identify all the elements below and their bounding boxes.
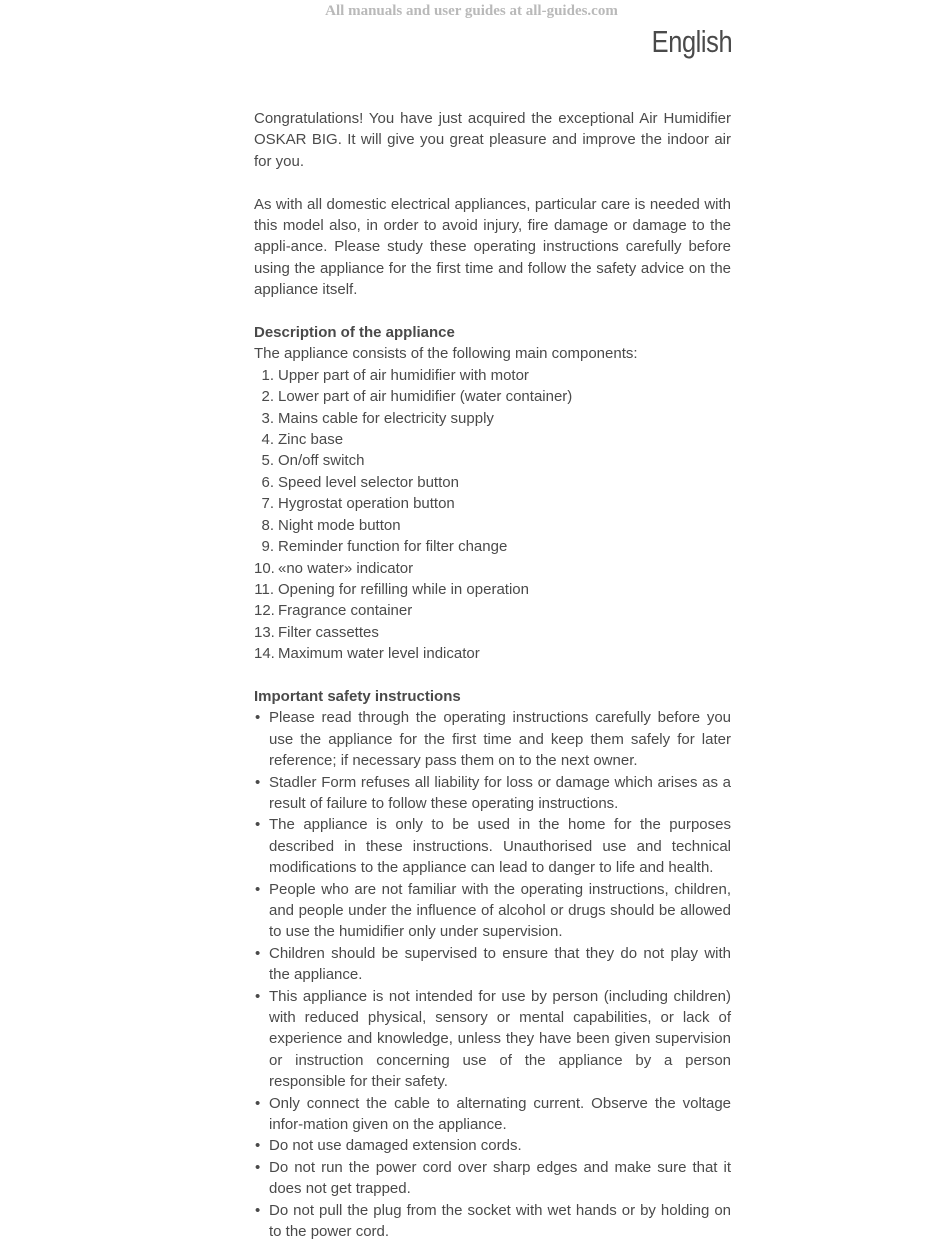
list-item bbox=[254, 429, 731, 450]
list-item bbox=[254, 1157, 731, 1200]
bullet-icon: • bbox=[255, 987, 261, 1005]
list-item bbox=[254, 515, 731, 536]
list-item bbox=[254, 772, 731, 815]
item-label: Speed level selector button bbox=[278, 473, 459, 491]
item-number: 4. bbox=[261, 431, 274, 449]
list-item bbox=[254, 1093, 731, 1136]
safety-text: People who are not familiar with the operating instructions, children, and people under the influence of alcohol or drugs should be allowed to use the humidifier only under supervision. bbox=[269, 880, 731, 941]
list-item bbox=[254, 643, 731, 664]
list-item bbox=[254, 1135, 731, 1156]
bullet-icon: • bbox=[255, 880, 261, 898]
item-number: 1. bbox=[261, 366, 274, 384]
components-list bbox=[254, 365, 731, 665]
safety-text: Please read through the operating instructions carefully before you use the appliance for the first time and keep them safely for later reference; if necessary pass them on to the next owner. bbox=[269, 709, 731, 770]
safety-text: Stadler Form refuses all liability for loss or damage which arises as a result of failure to follow these operating instructions. bbox=[269, 773, 731, 812]
bullet-icon: • bbox=[255, 773, 261, 791]
intro-paragraph: Congratulations! You have just acquired the exceptional Air Humidifier OSKAR BIG. It will give you great pleasure and improve the indoor air for you. bbox=[254, 110, 731, 170]
item-number: 12. bbox=[254, 602, 275, 620]
item-number: 9. bbox=[261, 538, 274, 556]
list-item bbox=[254, 814, 731, 878]
item-number: 7. bbox=[261, 495, 274, 513]
item-label: Zinc base bbox=[278, 431, 344, 449]
caution-paragraph: As with all domestic electrical appliances, particular care is needed with this model also, in order to avoid injury, fire damage or damage to the appli-ance. Please study these operating instructions carefully before using the appliance for the first time and follow the safety advice on the appliance itself. bbox=[254, 195, 731, 299]
list-item bbox=[254, 622, 731, 643]
list-item bbox=[254, 558, 731, 579]
item-label: Mains cable for electricity supply bbox=[278, 409, 494, 427]
bullet-icon: • bbox=[255, 944, 261, 962]
item-label: Fragrance container bbox=[278, 602, 413, 620]
item-label: Filter cassettes bbox=[278, 623, 379, 641]
watermark-text: All manuals and user guides at all-guides.com bbox=[325, 3, 618, 19]
description-heading: Description of the appliance bbox=[254, 324, 455, 342]
manual-content bbox=[254, 108, 731, 1242]
list-item bbox=[254, 472, 731, 493]
list-item bbox=[254, 536, 731, 557]
spacer bbox=[254, 665, 731, 686]
list-item bbox=[254, 493, 731, 514]
item-number: 3. bbox=[261, 409, 274, 427]
safety-text: Do not pull the plug from the socket with wet hands or by holding on to the power cord. bbox=[269, 1201, 731, 1241]
item-number: 14. bbox=[254, 645, 275, 663]
item-label: Reminder function for filter change bbox=[278, 538, 508, 556]
safety-text: This appliance is not intended for use by person (including children) with reduced physical, sensory or mental capabilities, or lack of experience and knowledge, unless they have been given supervision or instruction concerning use of the appliance by a person responsible for their safety. bbox=[269, 987, 731, 1091]
item-number: 8. bbox=[261, 516, 274, 534]
safety-section bbox=[254, 686, 731, 1243]
bullet-icon: • bbox=[255, 709, 261, 727]
list-item bbox=[254, 408, 731, 429]
item-label: «no water» indicator bbox=[278, 559, 414, 577]
item-label: Upper part of air humidifier with motor bbox=[278, 366, 529, 384]
item-number: 10. bbox=[254, 559, 275, 577]
safety-text: Do not run the power cord over sharp edges and make sure that it does not get trapped. bbox=[269, 1158, 731, 1198]
safety-text: Only connect the cable to alternating current. Observe the voltage infor-mation given on the appliance. bbox=[269, 1094, 731, 1134]
description-intro: The appliance consists of the following main components: bbox=[254, 345, 638, 363]
list-item bbox=[254, 386, 731, 407]
list-item bbox=[254, 579, 731, 600]
list-item bbox=[254, 1200, 731, 1243]
description-section bbox=[254, 322, 731, 665]
item-label: Night mode button bbox=[278, 516, 401, 534]
safety-text: Do not use damaged extension cords. bbox=[269, 1137, 522, 1155]
item-number: 6. bbox=[261, 473, 274, 491]
list-item bbox=[254, 707, 731, 771]
spacer bbox=[254, 301, 731, 322]
bullet-icon: • bbox=[255, 816, 261, 834]
item-number: 5. bbox=[261, 452, 274, 470]
item-label: Maximum water level indicator bbox=[278, 645, 480, 663]
item-number: 13. bbox=[254, 623, 275, 641]
bullet-icon: • bbox=[255, 1201, 261, 1219]
safety-list bbox=[254, 707, 731, 1242]
list-item bbox=[254, 943, 731, 986]
bullet-icon: • bbox=[255, 1158, 261, 1176]
list-item bbox=[254, 365, 731, 386]
item-number: 2. bbox=[261, 388, 274, 406]
safety-heading: Important safety instructions bbox=[254, 687, 461, 705]
item-label: Lower part of air humidifier (water container) bbox=[278, 388, 573, 406]
item-label: Opening for refilling while in operation bbox=[278, 580, 529, 598]
language-label: English bbox=[651, 24, 732, 59]
spacer bbox=[254, 172, 731, 193]
list-item bbox=[254, 450, 731, 471]
safety-text: Children should be supervised to ensure that they do not play with the appliance. bbox=[269, 944, 731, 984]
item-label: On/off switch bbox=[278, 452, 365, 470]
safety-text: The appliance is only to be used in the home for the purposes described in these instructions. Unauthorised use and technical modifications to the appliance can lead to danger to life and health. bbox=[269, 816, 731, 877]
bullet-icon: • bbox=[255, 1094, 261, 1112]
bullet-icon: • bbox=[255, 1137, 261, 1155]
item-label: Hygrostat operation button bbox=[278, 495, 455, 513]
item-number: 11. bbox=[254, 580, 274, 598]
list-item bbox=[254, 879, 731, 943]
list-item bbox=[254, 986, 731, 1093]
list-item bbox=[254, 600, 731, 621]
